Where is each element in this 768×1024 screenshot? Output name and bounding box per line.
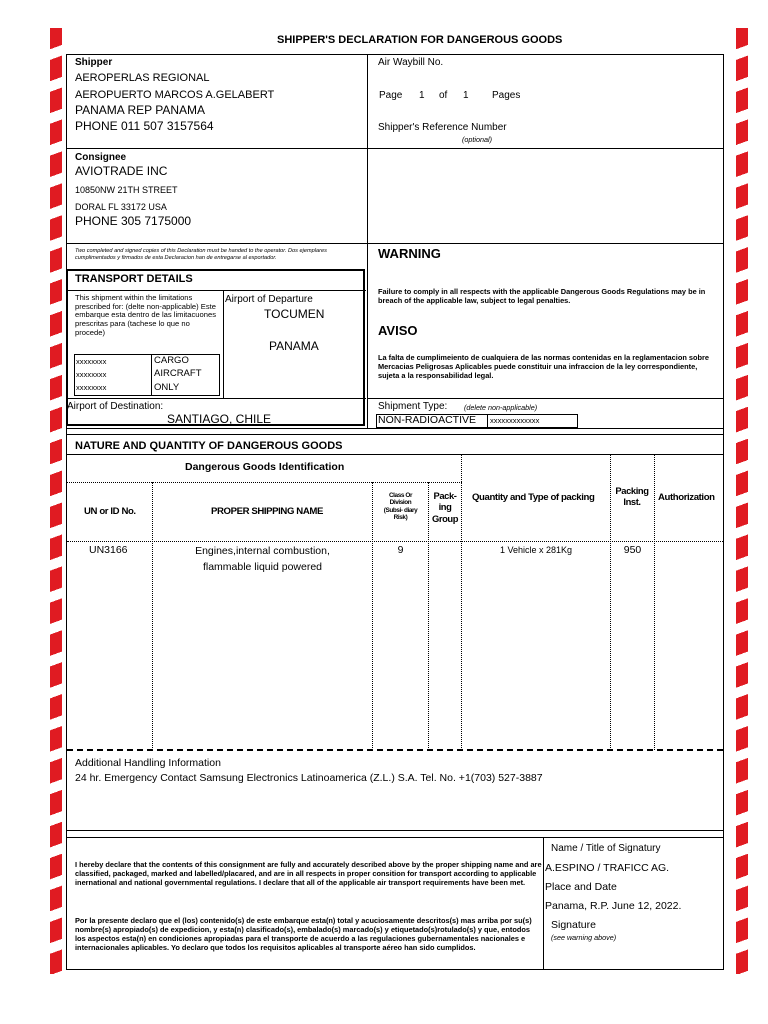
frame-top — [66, 54, 724, 55]
transport-heading: TRANSPORT DETAILS — [75, 273, 193, 285]
option-cargo: CARGO — [154, 355, 189, 366]
row-class: 9 — [397, 544, 404, 556]
reference-optional-note: (optional) — [462, 135, 492, 144]
shipper-line-1: AEROPERLAS REGIONAL — [75, 72, 210, 84]
destination-label: Airport of Destination: — [67, 401, 164, 412]
consignee-line-2: 10850NW 21TH STREET — [75, 185, 178, 195]
declaration-top-line — [66, 830, 724, 831]
row-un-number: UN3166 — [89, 544, 128, 556]
declaration-english: I hereby declare that the contents of this consignment are fully and accurately described above by the proper shipping name and are classified, packaged, marked and labelled/placared, and are in all respects in proper consition for transport according to applicable inernational and national governmental regulations. I declare that all of the applicable air transport requirements have been met. — [75, 860, 542, 888]
class-header-line: Division — [389, 499, 412, 507]
consignee-heading: Consignee — [75, 152, 127, 163]
shipment-type-note: (delete non-applicable) — [464, 403, 538, 412]
col-header-class — [374, 492, 427, 521]
shipper-reference-label: Shipper's Reference Number — [378, 122, 507, 133]
signature-divider — [543, 837, 544, 969]
transport-heading-line — [66, 290, 366, 291]
shipment-type-label: Shipment Type: — [378, 401, 448, 412]
page-number: 1 — [419, 90, 425, 101]
place-date-label: Place and Date — [545, 881, 617, 893]
goods-table-end — [67, 749, 723, 751]
option-strike-2: xxxxxxxx — [76, 370, 107, 379]
signatory-value: A.ESPINO / TRAFICC AG. — [545, 862, 670, 874]
frame-left — [66, 54, 67, 970]
frame-right — [723, 54, 724, 970]
consignee-line-4: PHONE 305 7175000 — [75, 214, 192, 228]
col-header-packing-inst — [611, 485, 653, 508]
col-divider-psn-class — [372, 482, 373, 750]
of-word: of — [439, 90, 448, 101]
option-strike-1: xxxxxxxx — [76, 357, 107, 366]
shipment-type-struck: xxxxxxxxxxxxx — [490, 416, 540, 425]
frame-bottom — [66, 969, 724, 970]
consignee-line-1: AVIOTRADE INC — [75, 164, 168, 178]
goods-heading-line — [66, 454, 724, 455]
place-date-value: Panama, R.P. June 12, 2022. — [545, 900, 682, 912]
shipper-line-2: AEROPUERTO MARCOS A.GELABERT — [75, 89, 275, 101]
consignee-line-3: DORAL FL 33172 USA — [75, 202, 167, 212]
col-divider-un-psn — [152, 482, 153, 750]
departure-divider — [223, 290, 224, 398]
goods-subheading-line — [67, 482, 462, 483]
air-waybill-label: Air Waybill No. — [378, 57, 444, 68]
departure-line-2: PANAMA — [269, 339, 319, 353]
additional-handling-label: Additional Handling Information — [75, 757, 221, 769]
signatory-label: Name / Title of Signatury — [551, 843, 661, 854]
option-only: ONLY — [154, 382, 180, 393]
warning-bottom-line — [367, 398, 724, 399]
copies-note: Two completed and signed copies of this Declaration must be handed to the operator. Dos ejemplares cumplimentados y firmados de esta Declaracion han de entregarse al exportador. — [75, 248, 327, 262]
destination-top-line — [66, 398, 366, 399]
shipment-type-value: NON-RADIOACTIVE — [378, 414, 477, 426]
pages-word: Pages — [492, 90, 521, 101]
additional-handling-text: 24 hr. Emergency Contact Samsung Electronics Latinoamerica (Z.L.) S.A. Tel. No. +1(703) 527-3887 — [75, 772, 543, 784]
option-aircraft: AIRCRAFT — [154, 368, 202, 379]
signature-note: (see warning above) — [551, 933, 617, 942]
shipment-type-divider — [487, 414, 488, 428]
goods-subheading: Dangerous Goods Identification — [185, 461, 345, 473]
left-hazard-stripe — [50, 28, 62, 974]
goods-header-bottom-line — [67, 541, 723, 542]
departure-label: Airport of Departure — [225, 294, 313, 305]
form-title: SHIPPER'S DECLARATION FOR DANGEROUS GOODS — [277, 34, 563, 46]
class-header-line: Risk) — [393, 514, 408, 522]
signature-label: Signature — [551, 919, 596, 931]
upper-section-bottom — [66, 428, 724, 429]
col-header-packing-group — [429, 490, 461, 524]
departure-line-1: TOCUMEN — [264, 307, 325, 321]
pg-header-line: Group — [431, 512, 459, 524]
warning-heading: WARNING — [378, 246, 441, 261]
psn-line-2: flammable liquid powered — [202, 560, 323, 573]
page-total: 1 — [463, 90, 469, 101]
consignee-bottom-line — [66, 243, 724, 244]
pi-header-line: Packing — [615, 485, 649, 496]
goods-heading: NATURE AND QUANTITY OF DANGEROUS GOODS — [75, 440, 343, 452]
limitation-text: This shipment within the limitations prescribed for: (delte non-applicable) Este embarque esta dentro de las limitacuones prescritas para (tachese lo que no procede) — [75, 293, 216, 337]
declaration-top-line-2 — [66, 837, 724, 838]
shipper-line-3: PANAMA REP PANAMA — [75, 103, 206, 117]
shipper-line-4: PHONE 011 507 3157564 — [75, 119, 214, 133]
col-header-un: UN or ID No. — [84, 506, 136, 517]
shipper-heading: Shipper — [75, 57, 113, 68]
col-divider-pg-qty — [461, 455, 462, 750]
class-header-line: (Subsi- diary — [383, 506, 418, 514]
upper-section-bottom-2 — [66, 434, 724, 435]
destination-value: SANTIAGO, CHILE — [167, 412, 272, 426]
aviso-heading: AVISO — [378, 323, 418, 338]
warning-text: Failure to comply in all respects with the applicable Dangerous Goods Regulations may be in breach of the applicable law, subject to legal penalties. — [378, 287, 706, 306]
col-header-authorization: Authorization — [658, 492, 715, 503]
declaration-spanish: Por la presente declaro que el (los) contenido(s) de este embarque esta(n) total y acuciosamente descritos(s) mas arriba por su(s) nombre(s) apropiado(s) de expedicion, y esta(n) clasificado(s), embalado(s) marcado(s) y etiquetado(s)rotulado(s) y que, entodos los aspectos esta(n) en condiciones apropiadas para el transporte de acuerdo a las regulaciones gubernamentales nacionales e internacionales aplicables. Yo declaro que todos los requisitos aplicables al transporte aéreo han sido cumplidos. — [75, 916, 532, 953]
col-header-psn: PROPER SHIPPING NAME — [211, 506, 323, 517]
col-divider-pi-auth — [654, 455, 655, 750]
row-packing-inst: 950 — [623, 544, 642, 556]
options-divider — [151, 354, 152, 396]
page-word: Page — [379, 90, 403, 101]
row-quantity: 1 Vehicle x 281Kg — [499, 545, 573, 555]
psn-line-1: Engines,internal combustion, — [195, 545, 330, 557]
right-hazard-stripe — [736, 28, 748, 974]
shipper-bottom-line — [66, 148, 724, 149]
option-strike-3: xxxxxxxx — [76, 383, 107, 392]
pg-header-line: Pack- — [433, 490, 457, 501]
row-proper-shipping-name — [153, 544, 372, 576]
upper-divider — [367, 54, 368, 428]
pi-header-line: Inst. — [623, 496, 641, 508]
class-header-line: Class Or — [388, 492, 413, 499]
pg-header-line: ing — [438, 501, 452, 513]
aviso-text: La falta de cumplimeiento de cualquiera de las normas contenidas en la reglamentacion sobre Mercacias Peligrosas Aplicables puede constituir una infraccion de la ley correspondiente, sujeta a la responsabilidad legal. — [378, 353, 710, 381]
col-header-quantity: Quantity and Type of packing — [472, 492, 595, 503]
